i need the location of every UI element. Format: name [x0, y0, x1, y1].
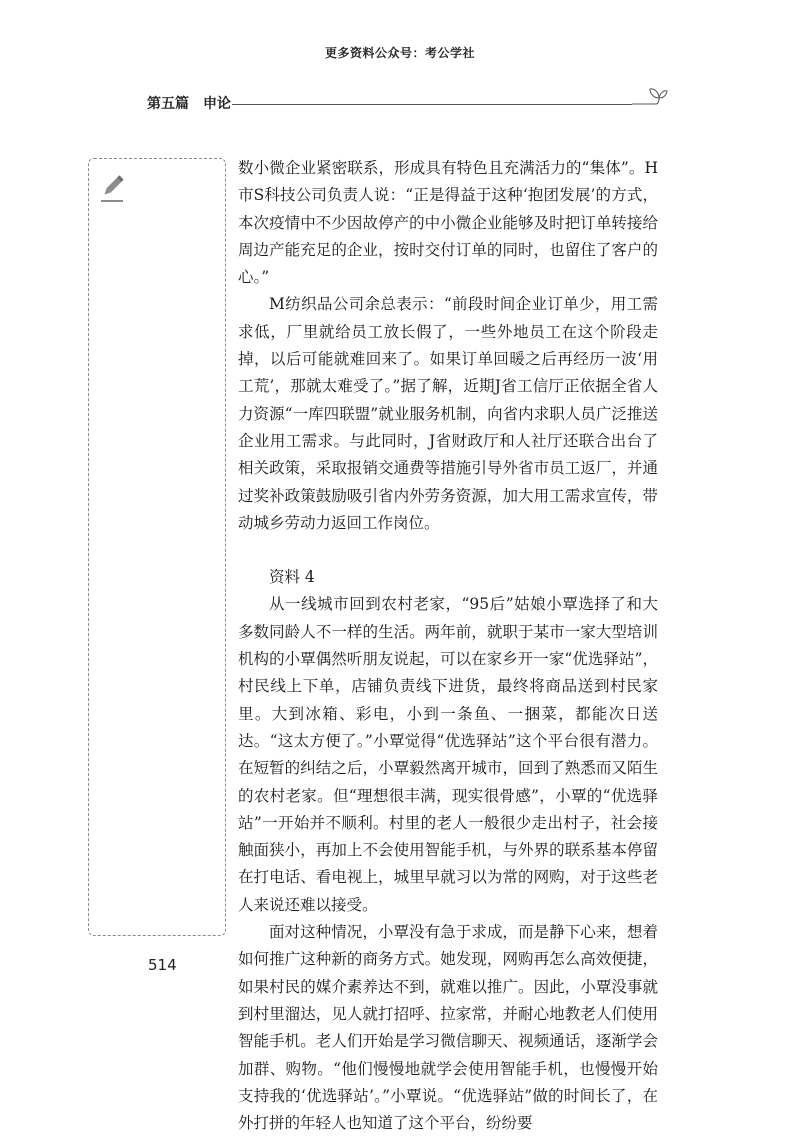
paragraph-4: 面对这种情况，小覃没有急于求成，而是静下心来，想着如何推广这种新的商务方式。她发现，网购再怎么高效便捷，如果村民的媒介素养达不到，就难以推广。因此，小覃没事就到村里溜达，见人就打招呼、拉家常，并耐心地教老人们使用智能手机。老人们开始是学习微信聊天、视频通话，逐渐学会加群、购物。“他们慢慢地就学会使用智能手机，也慢慢开始支持我的‘优选驿站’。”小覃说。“优选驿站”做的时间长了，在外打拼的年轻人也知道了这个平台，纷纷要 [238, 923, 658, 1133]
sprout-icon [628, 84, 668, 108]
top-banner: 更多资料公众号：考公学社 [324, 46, 475, 60]
header-rule [232, 104, 632, 105]
notes-margin-box [88, 158, 226, 936]
material-heading: 资料 4 [269, 568, 315, 587]
pencil-icon [99, 173, 127, 203]
paragraph-1: 数小微企业紧密联系，形成具有特色且充满活力的“集体”。H市S科技公司负责人说：“正是得益于这种‘抱团发展’的方式，本次疫情中不少因故停产的中小微企业能够及时把订单转接给周边产能充足的企业，按时交付订单的同时，也留住了客户的心。” [238, 159, 658, 287]
part-label: 第五篇 [147, 96, 189, 112]
page-number: 514 [148, 956, 177, 974]
section-label: 申论 [203, 96, 231, 112]
body-text [238, 155, 658, 1137]
paragraph-3: 从一线城市回到农村老家，“95后”姑娘小覃选择了和大多数同龄人不一样的生活。两年前，就职于某市一家大型培训机构的小覃偶然听朋友说起，可以在家乡开一家“优选驿站”，村民线上下单，店铺负责线下进货，最终将商品送到村民家里。大到冰箱、彩电，小到一条鱼、一捆菜，都能次日送达。“这太方便了。”小覃觉得“优选驿站”这个平台很有潜力。在短暂的纠结之后，小覃毅然离开城市，回到了熟悉而又陌生的农村老家。但“理想很丰满，现实很骨感”，小覃的“优选驿站”一开始并不顺利。村里的老人一般很少走出村子，社会接触面狭小，再加上不会使用智能手机，与外界的联系基本停留在打电话、看电视上，城里早就习以为常的网购，对于这些老人来说还难以接受。 [238, 595, 658, 914]
chapter-header [147, 93, 231, 113]
paragraph-2: M纺织品公司余总表示：“前段时间企业订单少，用工需求低，厂里就给员工放长假了，一些外地员工在这个阶段走掉，以后可能就难回来了。如果订单回暖之后再经历一波‘用工荒’，那就太难受了。”据了解，近期J省工信厅正依据全省人力资源“一库四联盟”就业服务机制，向省内求职人员广泛推送企业用工需求。与此同时，J省财政厅和人社厅还联合出台了相关政策，采取报销交通费等措施引导外省市员工返厂，并通过奖补政策鼓励吸引省内外劳务资源，加大用工需求宣传，带动城乡劳动力返回工作岗位。 [238, 295, 658, 532]
